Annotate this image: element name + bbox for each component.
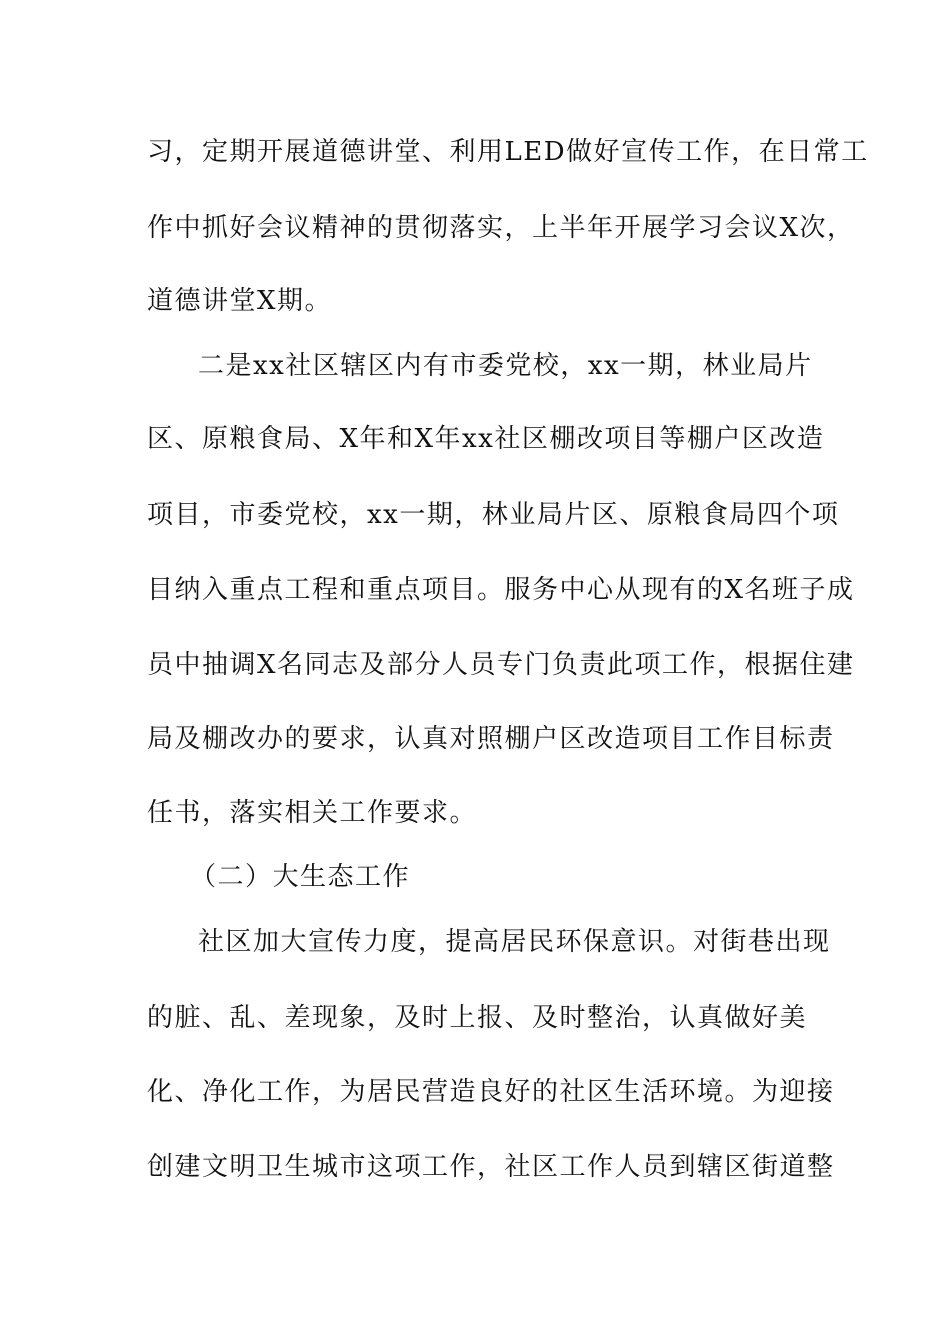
text-line: 目纳入重点工程和重点项目。服务中心从现有的X名班子成 [147, 575, 855, 605]
text-line: 创建文明卫生城市这项工作，社区工作人员到辖区街道整 [147, 1152, 835, 1182]
text-line: 习，定期开展道德讲堂、利用LED做好宣传工作，在日常工 [147, 137, 869, 167]
text-line: 局及棚改办的要求，认真对照棚户区改造项目工作目标责 [147, 724, 835, 754]
paragraph-start-line: 社区加大宣传力度，提高居民环保意识。对街巷出现 [198, 927, 831, 957]
paragraph-start-line: 二是xx社区辖区内有市委党校，xx一期，林业局片 [198, 351, 813, 381]
text-line: 任书，落实相关工作要求。 [147, 798, 478, 828]
text-line: 化、净化工作，为居民营造良好的社区生活环境。为迎接 [147, 1077, 835, 1107]
text-line: 的脏、乱、差现象，及时上报、及时整治，认真做好美 [147, 1003, 808, 1033]
text-line: 作中抓好会议精神的贯彻落实，上半年开展学习会议X次， [147, 213, 855, 243]
text-line: 员中抽调X名同志及部分人员专门负责此项工作，根据住建 [147, 650, 855, 680]
text-line: 道德讲堂X期。 [147, 286, 333, 316]
text-line: 项目，市委党校，xx一期，林业局片区、原粮食局四个项 [147, 500, 840, 530]
section-heading: （二）大生态工作 [190, 862, 411, 892]
text-line: 区、原粮食局、X年和X年xx社区棚改项目等棚户区改造 [147, 424, 825, 454]
